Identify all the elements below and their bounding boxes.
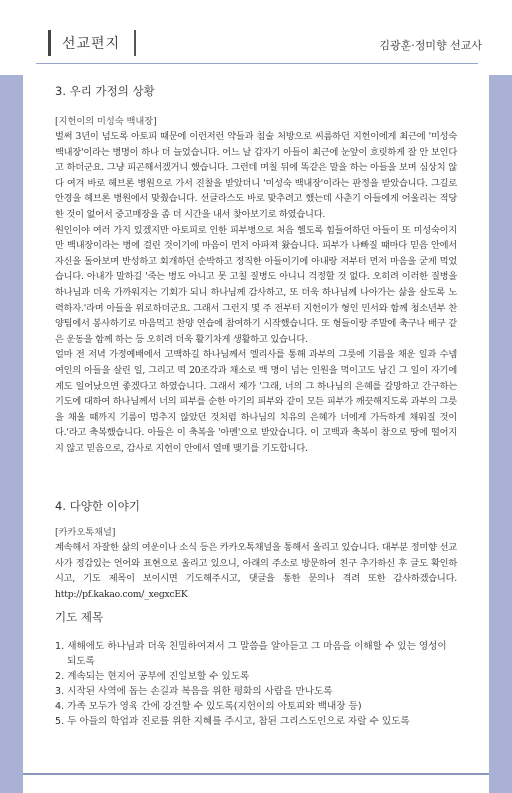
- paragraph: 얼마 전 저녁 가정예배에서 고백하길 하나님께서 엘리사를 통해 과부의 그릇에 기름을 채운 일과 수넴 여인의 아들을 살린 일, 그리고 떡 20조각과 채소로 백 명이 넘는 인원을 먹이고도 남긴 그 일이 자기에게도 일어났으면 좋겠다고 하였습니다. 그래서 제가 '그래, 너의 그 하나님의 은혜를 갈망하고 간구하는 기도에 대하여 하나님께서 너의 피부를 순한 아기의 피부와 같이 모든 피부가 깨끗해지도록 과부의 그릇을 채울 때까지 기름이 멈추지 않았던 것처럼 하나님의 치유의 은혜가 너에게 가득하게 채워질 것이다.'라고 축복했습니다. 아들은 이 축복을 '아멘'으로 받았습니다. 이 고백과 축복이 참으로 땅에 떨어지지 않고 믿음으로, 감사로 지헌이 안에서 열매 맺기를 기도합니다.: [55, 349, 457, 454]
- prayer-item: 1. 새해에도 하나님과 더욱 친밀하여져서 그 말씀을 알아듣고 그 마음을 이해할 수 있는 영성이 되도록: [55, 641, 447, 667]
- header-title-divider: [134, 30, 136, 56]
- prayer-item: 5. 두 아들의 학업과 진로를 위한 지혜를 주시고, 참된 그리스도인으로 자랄 수 있도록: [55, 716, 410, 727]
- section-heading: 4. 다양한 이야기: [55, 499, 140, 513]
- prayer-item: 2. 계속되는 현지어 공부에 진일보할 수 있도록: [55, 671, 250, 682]
- section-heading: 기도 제목: [55, 610, 104, 624]
- header-left-bar: [48, 30, 51, 56]
- stories-section: [55, 498, 457, 602]
- section-heading: 3. 우리 가정의 상황: [55, 84, 155, 98]
- footer-rule: [23, 773, 489, 775]
- section-subheading: [카카오톡채널]: [55, 527, 116, 538]
- paragraph: 벌써 3년이 넘도록 아토피 때문에 이런저런 약들과 침술 처방으로 씨름하던 지헌이에게 최근에 '미성숙 백내장'이라는 병명이 하나 더 늘었습니다. 어느 날 갑자기 아들이 최근에 눈앞이 흐릿하게 잘 안 보인다고 하더군요. 그냥 피곤해서겠거니 했습니다. 그런데 며칠 뒤에 똑같은 말을 하는 아들을 보며 심상치 않다 여겨 바로 헤브론 병원으로 가서 진찰을 받았더니 '미성숙 백내장'이라는 판정을 받았습니다. 그길로 안경을 헤브론 병원에서 맞췄습니다. 선글라스도 바로 맞추려고 했는데 사춘기 아들에게 어울리는 적당한 것이 없어서 중고매장을 좀 더 시간을 내서 찾아보기로 하였습니다.: [55, 131, 457, 220]
- left-decorative-rail: [0, 75, 23, 793]
- section-subheading: [지헌이의 미성숙 백내장]: [55, 116, 157, 127]
- paragraph: 계속해서 자잘한 삶의 여운이나 소식 등은 카카오톡채널을 통해서 올리고 있습니다. 대부분 정미향 선교사가 정감있는 언어와 표현으로 올리고 있으니, 아래의 주소로 방문하여 친구 추가하신 후 글도 확인하시고, 기도 제목이 보이시면 기도해주시고, 댓글을 통한 문의나 격려 또한 감사하겠습니다. http://pf.kakao.com/_xegxcEK: [55, 542, 457, 600]
- family-situation-section: [55, 83, 457, 456]
- author-name: 김광훈·정미향 선교사: [379, 39, 482, 52]
- header-rule: [36, 63, 478, 64]
- paragraph: 원인이야 여러 가지 있겠지만 아토피로 인한 피부병으로 처음 헬도록 힘들어하던 아들이 또 미성숙이지만 백내장이라는 병에 걸린 것이기에 마음이 먼저 아파져 왔습니다. 피부가 나빠질 때마다 믿음 안에서 자신을 돌아보며 반성하고 회개하던 순박하고 정직한 아들이기에 아내랑 저부터 먼저 마음을 굳게 먹었습니다. 아내가 말하길 '죽는 병도 아니고 못 고칠 질병도 아니니 걱정할 것 없다. 오히려 이러한 질병을 하나님과 더욱 가까워지는 기회가 되니 하나님께 감사하고, 또 더욱 하나님께 나아가는 삶을 살도록 노력하자.'라며 아들을 위로하더군요. 그래서 그런지 몇 주 전부터 지헌이가 형인 민서와 함께 청소년부 찬양팀에서 봉사하기로 마음먹고 찬양 연습에 참여하기 시작했습니다. 또 형들이랑 주말에 축구나 배구 같은 운동을 함께 하는 등 오히려 더욱 활기차게 생활하고 있습니다.: [55, 224, 457, 345]
- right-decorative-rail: [489, 75, 512, 793]
- letter-title: 선교편지: [62, 36, 121, 52]
- prayer-item: 3. 시작된 사역에 돕는 손길과 복음을 위한 평화의 사람을 만나도록: [55, 686, 333, 697]
- page-header: [0, 0, 512, 75]
- prayer-item: 4. 가족 모두가 영육 간에 강건할 수 있도록(지헌이의 아토피와 백내장 등): [55, 701, 362, 712]
- prayer-list: [55, 639, 457, 729]
- prayer-requests-section: [55, 609, 457, 729]
